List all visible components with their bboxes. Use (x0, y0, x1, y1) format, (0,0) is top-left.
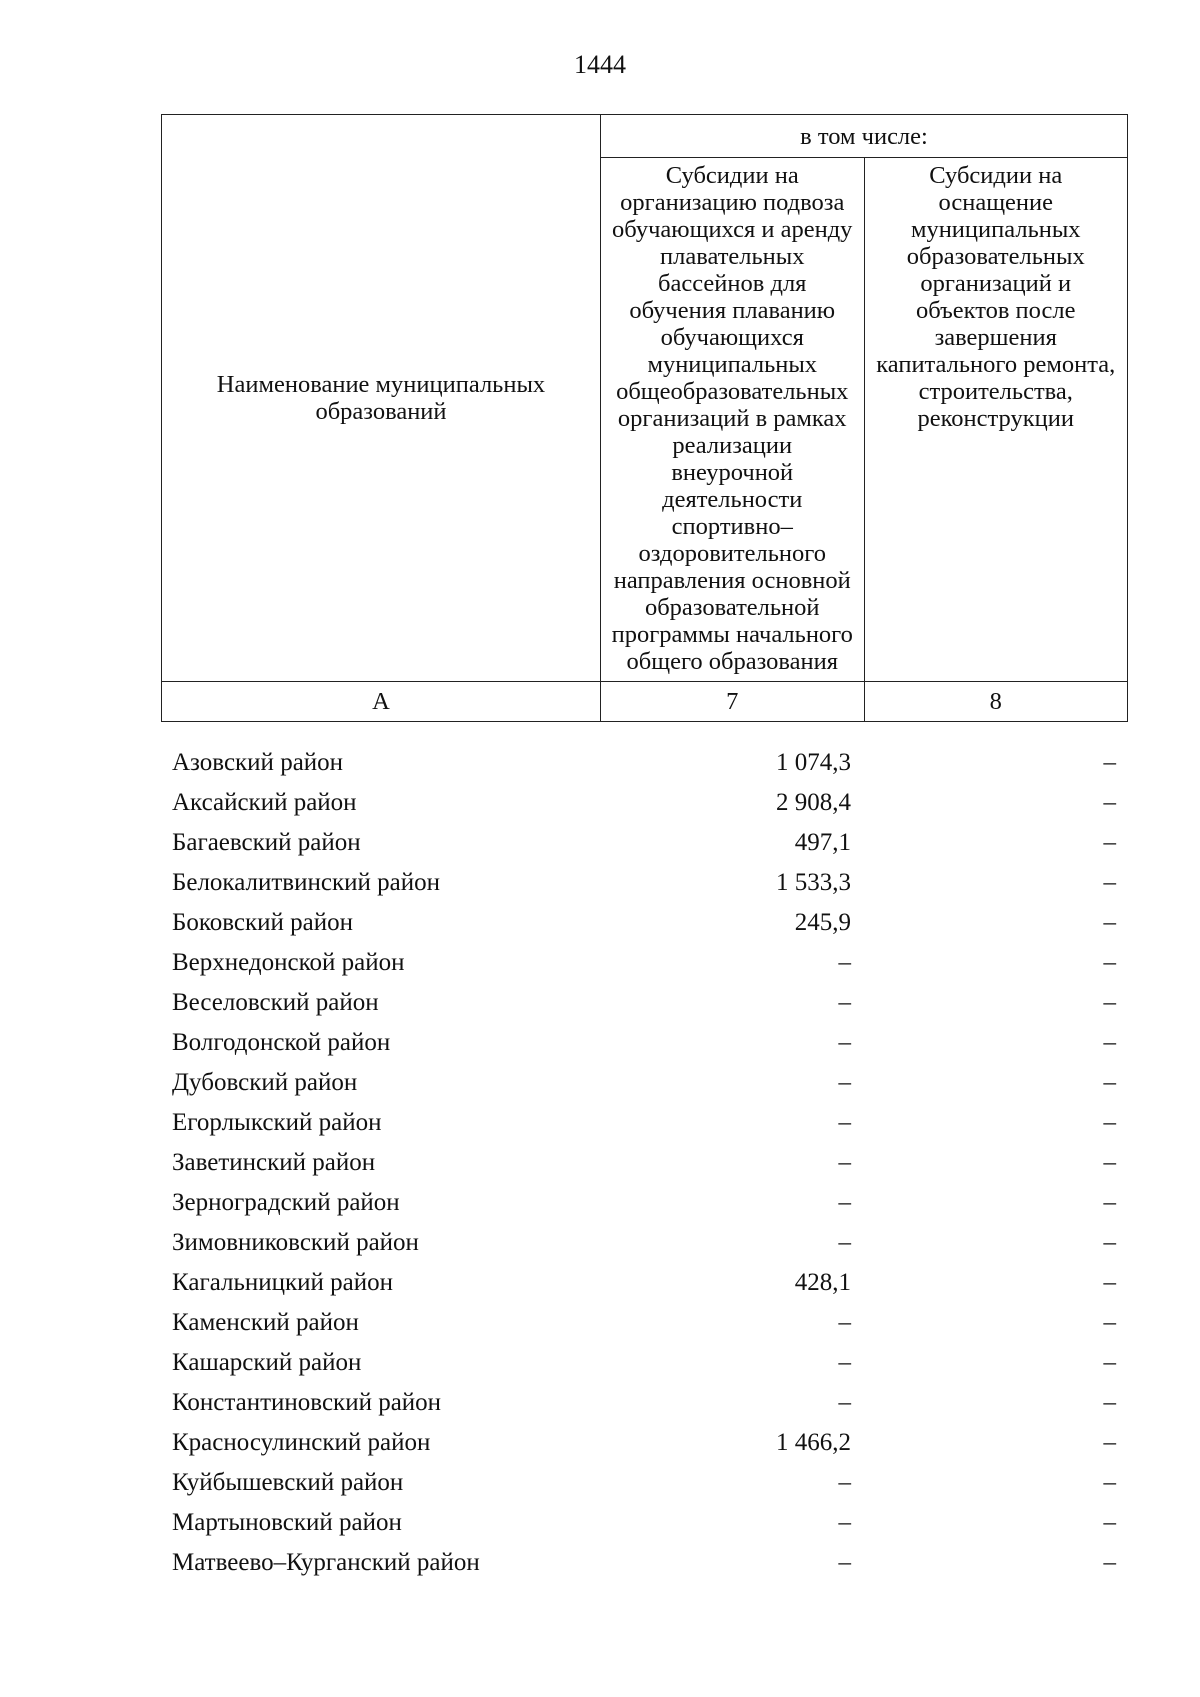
table-row (172, 1266, 1116, 1306)
header-index-a: А (162, 682, 601, 722)
row-col7-cell: – (838, 1189, 851, 1216)
row-col8-cell: – (1103, 1149, 1116, 1176)
header-col7 (601, 158, 865, 682)
row-name-cell: Мартыновский район (172, 1509, 402, 1536)
row-name-cell: Кашарский район (172, 1349, 362, 1376)
table-row (172, 826, 1116, 866)
row-col8-cell: – (1103, 1509, 1116, 1536)
table-row (172, 1506, 1116, 1546)
row-col7-cell: 1 533,3 (776, 869, 851, 896)
header-name-label: Наименование муниципальных образований (216, 371, 546, 425)
table-row (172, 1386, 1116, 1426)
row-col7-cell: – (838, 1469, 851, 1496)
row-col8-cell: – (1103, 1389, 1116, 1416)
row-name-cell: Заветинский район (172, 1149, 376, 1176)
row-name-cell: Матвеево–Курганский район (172, 1549, 480, 1576)
row-col7-cell: 1 466,2 (776, 1429, 851, 1456)
row-name-cell: Белокалитвинский район (172, 869, 440, 896)
row-col7-cell: 1 074,3 (776, 749, 851, 776)
table-row (172, 1026, 1116, 1066)
table-row (172, 1146, 1116, 1186)
row-col8-cell: – (1103, 1229, 1116, 1256)
row-col8-cell: – (1103, 909, 1116, 936)
row-name-cell: Дубовский район (172, 1069, 358, 1096)
row-col7-cell: – (838, 949, 851, 976)
row-col8-cell: – (1103, 789, 1116, 816)
row-col8-cell: – (1103, 749, 1116, 776)
row-col8-cell: – (1103, 1029, 1116, 1056)
table-row (172, 1066, 1116, 1106)
table-row (172, 1186, 1116, 1226)
table-row (172, 1466, 1116, 1506)
table-body (172, 746, 1116, 1586)
row-name-cell: Кагальницкий район (172, 1269, 394, 1296)
header-col8 (864, 158, 1128, 682)
row-col8-cell: – (1103, 829, 1116, 856)
table-row (172, 1226, 1116, 1266)
header-index-8: 8 (864, 682, 1128, 722)
row-name-cell: Куйбышевский район (172, 1469, 404, 1496)
row-name-cell: Зерноградский район (172, 1189, 400, 1216)
row-col8-cell: – (1103, 1549, 1116, 1576)
row-name-cell: Веселовский район (172, 989, 379, 1016)
row-col8-cell: – (1103, 1309, 1116, 1336)
row-col8-cell: – (1103, 1469, 1116, 1496)
table-row (172, 1546, 1116, 1586)
row-col7-cell: – (838, 1389, 851, 1416)
table-row (172, 986, 1116, 1026)
table-row (172, 1306, 1116, 1346)
row-col8-cell: – (1103, 1429, 1116, 1456)
row-col7-cell: – (838, 1309, 851, 1336)
row-name-cell: Боковский район (172, 909, 353, 936)
row-col7-cell: 428,1 (794, 1269, 851, 1296)
row-col8-cell: – (1103, 869, 1116, 896)
row-col8-cell: – (1103, 1349, 1116, 1376)
row-name-cell: Аксайский район (172, 789, 357, 816)
row-col7-cell: – (838, 1509, 851, 1536)
row-col8-cell: – (1103, 1269, 1116, 1296)
row-col8-cell: – (1103, 1189, 1116, 1216)
table-row (172, 946, 1116, 986)
row-name-cell: Константиновский район (172, 1389, 442, 1416)
row-col7-cell: 245,9 (794, 909, 851, 936)
row-col7-cell: 2 908,4 (776, 789, 851, 816)
row-name-cell: Багаевский район (172, 829, 361, 856)
row-col8-cell: – (1103, 1109, 1116, 1136)
row-col7-cell: – (838, 1349, 851, 1376)
row-name-cell: Волгодонской район (172, 1029, 391, 1056)
row-col7-cell: – (838, 1069, 851, 1096)
row-name-cell: Зимовниковский район (172, 1229, 419, 1256)
row-col8-cell: – (1103, 1069, 1116, 1096)
row-col7-cell: – (838, 1109, 851, 1136)
header-col7-title: Субсидии на организацию подвоза обучающихся и аренду плавательных бассейнов для обучения плаванию обучающихся муниципальных общеобразовательных организаций в рамках реализации внеурочной деятельности спортивно–оздоровительного направления основной образовательной программы начального общего образования (611, 162, 853, 675)
table-row (172, 866, 1116, 906)
header-group-label: в том числе: (601, 115, 1128, 158)
table-row (172, 786, 1116, 826)
row-col8-cell: – (1103, 949, 1116, 976)
page-number: 1444 (574, 50, 626, 79)
row-name-cell: Верхнедонской район (172, 949, 405, 976)
row-col7-cell: – (838, 1029, 851, 1056)
table-row (172, 906, 1116, 946)
row-col8-cell: – (1103, 989, 1116, 1016)
row-name-cell: Красносулинский район (172, 1429, 431, 1456)
table-row (172, 1346, 1116, 1386)
header-col8-title: Субсидии на оснащение муниципальных образовательных организаций и объектов после завершения капитального ремонта, строительства, реконструкции (876, 162, 1116, 432)
row-col7-cell: – (838, 1149, 851, 1176)
row-name-cell: Каменский район (172, 1309, 359, 1336)
row-col7-cell: – (838, 1549, 851, 1576)
header-index-7: 7 (601, 682, 865, 722)
row-name-cell: Егорлыкский район (172, 1109, 382, 1136)
table-row (172, 1426, 1116, 1466)
row-col7-cell: 497,1 (794, 829, 851, 856)
header-name-column (162, 115, 601, 682)
row-name-cell: Азовский район (172, 749, 344, 776)
row-col7-cell: – (838, 1229, 851, 1256)
table-row (172, 1106, 1116, 1146)
row-col7-cell: – (838, 989, 851, 1016)
table-row (172, 746, 1116, 786)
table-header (161, 114, 1128, 722)
